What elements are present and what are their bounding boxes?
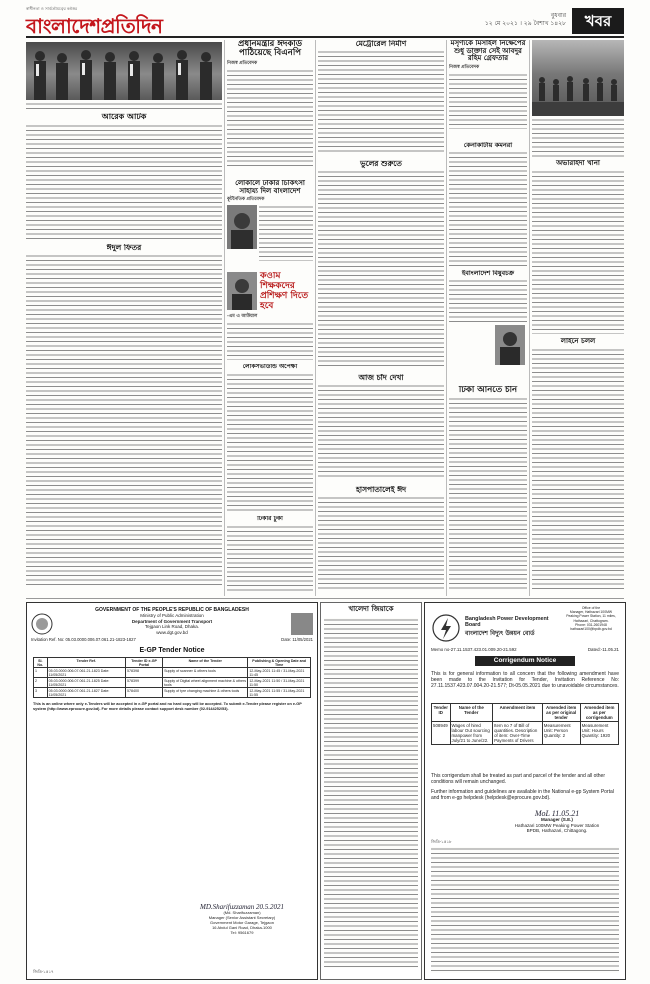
portrait-figure xyxy=(227,205,257,249)
article-headline: মসৃণ্যকে মিসাইল নিক্ষেপের শুধু ডাক্তার সেই আবদুর রহিম গ্রেফতার xyxy=(450,40,526,63)
article-body xyxy=(318,496,444,590)
signer-org: Government Motor Garage, Tejgaon xyxy=(210,920,274,925)
article-byline: নিজস্ব প্রতিবেদক xyxy=(227,60,258,66)
article-metrorail xyxy=(318,40,444,158)
table-row xyxy=(34,678,311,688)
table-cell: Measurement Unit: Person Quantity: 2 xyxy=(542,722,580,745)
corrigendum-table xyxy=(431,703,619,745)
photo-caption xyxy=(26,102,222,112)
table-cell: Supply of Digital wheel alignment machine & others tools xyxy=(164,678,246,687)
corrigendum-notice-ad xyxy=(424,602,626,980)
article-body xyxy=(449,151,527,267)
table-cell: 05.03.0000.006.07.061.21-1825 Date: 11/05/2021 xyxy=(47,678,125,688)
table-row xyxy=(432,722,619,745)
article-body xyxy=(227,69,313,169)
article-headline: ইবাংলাদেশ বিষুবচক্র xyxy=(461,270,515,277)
article-headline: লাইনে চলল xyxy=(560,338,596,345)
article-headline: কওমি শিক্ষকদের প্রশিক্ষণ দিতে হবে xyxy=(260,272,309,311)
article-byline: নিজস্ব প্রতিবেদক xyxy=(449,65,480,71)
newspaper-logo: বাংলাদেশপ্রতিদিন xyxy=(26,14,163,38)
article-unauthorized xyxy=(532,160,624,336)
memo-date: Dated:-11.05.21 xyxy=(587,647,619,652)
corrigendum-column-header: Amended item as per corrigendum xyxy=(580,704,618,722)
table-cell: Wages of hired labour Out sourcing manpower from July/21 to June/22. xyxy=(450,722,493,745)
portrait-photo xyxy=(291,613,313,635)
section-name: খবর xyxy=(584,12,612,30)
signer-name: (Md. Sharifuzzaman) xyxy=(223,910,261,915)
corrigendum-column-header: Name of the Tender xyxy=(450,704,493,722)
table-cell: 05.03.0000.006.07.061.21-1823 Date: 11/05/2021 xyxy=(47,668,125,678)
tender-table xyxy=(33,657,311,698)
manager-line: Manager, Hathazari 100MW xyxy=(569,610,613,615)
article-vaccine-china xyxy=(449,386,527,594)
article-headline: টিকার ঢুকা xyxy=(257,516,283,522)
signer-org: Hathazari 100MW Peaking Power Station xyxy=(514,822,600,828)
article-body xyxy=(259,205,313,261)
ad-footer: This is an online where only e-Tenders will be accepted in e-GP portal and no hard copy will be accepted. To submit e-Tender please register on e-GP system (http://www.eprocure.gov.bd). For more details please contact support desk number (02-9144252/53). xyxy=(33,702,302,712)
ad-ref: Invitation Ref. No: 05.03.0000.006.07.061.21-1823-1827 xyxy=(31,637,136,643)
ad-dept: Department of Government Transport xyxy=(131,618,213,624)
table-cell: 2 xyxy=(34,678,48,688)
ad-address: Tejgaon Link Road, Dhaka. xyxy=(144,624,200,630)
article-headline: মেট্রোরেল নির্মাণ xyxy=(355,40,407,48)
article-body xyxy=(431,847,619,973)
article-shopping xyxy=(449,142,527,268)
signer-tel: Tel: 9561679 xyxy=(230,930,254,935)
article-headline: খালেদা জিয়াকে xyxy=(348,605,394,613)
table-cell: 508949 xyxy=(432,722,451,745)
table-cell: 1 xyxy=(34,668,48,678)
article-body xyxy=(532,170,624,334)
article-headline: কেনাকাটায় কমনরা xyxy=(463,142,513,149)
tender-column-header: Tender ID e-GP Portal xyxy=(126,658,163,668)
tender-table-body xyxy=(34,668,311,698)
table-cell: 05.03.0000.006.07.061.21-1827 Date: 11/05/2021 xyxy=(47,688,125,698)
article-body xyxy=(318,384,444,480)
board-name-bn: বাংলাদেশ বিদ্যুৎ উন্নয়ন বোর্ড xyxy=(465,630,535,637)
street-photo xyxy=(532,40,624,116)
article-line-running xyxy=(532,338,624,594)
article-headline: হাসপাতালেই ঈদ xyxy=(355,486,407,494)
article-vuler-shuru xyxy=(318,160,444,372)
column-divider xyxy=(529,40,530,596)
table-cell: 578399 xyxy=(126,678,163,688)
column-divider xyxy=(315,40,316,596)
article-body xyxy=(449,279,527,323)
notice-outro: This corrigendum shall be treated as part and parcel of the tender and all other conditions will remain unchanged. xyxy=(431,773,605,786)
notice-guidelines: Further information and guidelines are available in the National e-gp System Portal and from e-gp helpdesk (helpdesk@eprocure.gov.bd). xyxy=(431,789,614,802)
article-body xyxy=(318,170,444,368)
govt-emblem-icon xyxy=(31,613,53,635)
signer-place: BPDB, Hathazari, Chittagong. xyxy=(526,828,588,834)
ad-website: www.dgt.gov.bd xyxy=(156,629,188,635)
article-body xyxy=(449,397,527,589)
article-qawmi-teachers xyxy=(227,272,313,362)
issue-date xyxy=(456,12,566,28)
article-body xyxy=(227,373,313,513)
corrigendum-column-header: Amended item as per original tender xyxy=(542,704,580,722)
article-byline: -এম এ আউয়াল xyxy=(227,313,258,319)
gd-number: জিডি-১৫১৮ xyxy=(431,839,452,844)
notice-title: Corrigendum Notice xyxy=(475,656,575,666)
ad-title: E-GP Tender Notice xyxy=(139,647,205,655)
article-arek-atok xyxy=(26,113,222,243)
article-headline: আজ চাঁদ দেখা xyxy=(358,374,404,382)
portrait-photo xyxy=(227,205,257,249)
signer-title: Manager (Senior Assistant Secretary) xyxy=(208,915,276,920)
article-lockdown-wait xyxy=(227,364,313,514)
portrait-figure xyxy=(227,272,257,310)
masthead xyxy=(26,6,624,38)
article-headline: ভুলের শুরুতে xyxy=(360,160,402,168)
memo-number: Memo no-27.11.1537.423.01.009.20-21.592 xyxy=(431,647,517,652)
issue-date-line: ১২ মে ২০২১ । ২৯ বৈশাখ ১৪২৮ xyxy=(484,20,566,27)
article-body xyxy=(449,73,527,129)
article-body xyxy=(532,348,624,592)
signature: MoL 11.05.21 xyxy=(534,809,580,818)
corrigendum-column-header: Amendment item xyxy=(493,704,543,722)
article-byline: কূটনৈতিক প্রতিবেদক xyxy=(227,197,265,203)
top-left-photo xyxy=(26,42,222,100)
gd-number: জিডি-১৫১৭ xyxy=(33,969,54,974)
ad-ministry: Ministry of Public Administration xyxy=(140,613,204,618)
article-vaccine xyxy=(227,516,313,594)
table-cell: 3 xyxy=(34,688,48,698)
tagline: স্বাধীনতা ও সার্বভৌমত্বের কণ্ঠস্বর xyxy=(26,6,78,11)
portrait-figure xyxy=(495,325,525,365)
article-headline: অভারাইদা খানা xyxy=(556,160,600,167)
article-moon-sighting xyxy=(318,374,444,484)
column-divider xyxy=(446,40,447,596)
article-bangladesh xyxy=(449,270,527,382)
group-photo-figures xyxy=(26,42,222,100)
location-line: Hathazari, Chattogram. xyxy=(573,618,609,623)
notice-intro: This is for general information to all concern that the following amendment have been made to the Invitation for Tender, Invitation Reference No: 27.11.1537.423.07.004.20-21.577; Dt-05.05.2021 due to unavoidable circumstances. xyxy=(431,671,619,690)
issue-weekday: বুধবার xyxy=(550,12,566,19)
corrigendum-column-header: Tender ID xyxy=(432,704,451,722)
portrait-photo xyxy=(227,272,257,310)
portrait-photo xyxy=(495,325,525,365)
khaleda-ad xyxy=(320,602,422,980)
table-cell: Measurement Unit: Hours Quantity: 1920 xyxy=(580,722,618,745)
board-name-en: Bangladesh Power Development Board xyxy=(465,616,549,628)
article-headline: প্রধানমন্ত্রীর ঈদকার্ড পাঠিয়েছে বিএনপি xyxy=(237,40,303,59)
bpdb-logo-icon xyxy=(431,613,461,643)
ad-date: Date: 11/05/2021 xyxy=(281,637,313,643)
article-missile-arrest xyxy=(449,40,527,140)
article-body xyxy=(318,50,444,154)
article-eid-ul-fitr xyxy=(26,244,222,590)
tender-column-header: Publishing & Opening Date and Time xyxy=(248,658,311,668)
tender-table-header xyxy=(34,658,311,668)
table-cell: 578398 xyxy=(126,668,163,678)
article-hospital-eid xyxy=(318,486,444,594)
table-cell: Supply of scanner & others tools xyxy=(163,668,248,678)
ads-top-rule xyxy=(26,598,624,599)
phone-line: Phone: 031-2601948 xyxy=(575,622,607,627)
table-row xyxy=(34,668,311,678)
tender-column-header: Tender Ref. xyxy=(47,658,125,668)
corrigendum-table-header xyxy=(432,704,619,722)
article-headline: ঈদুল ফিতর xyxy=(106,244,142,252)
article-headline: টিকা আনতে চীন xyxy=(458,386,518,395)
tender-column-header: Sl. No. xyxy=(34,658,48,668)
station-line: Peaking Power Station, 11 miles, xyxy=(566,614,616,619)
table-cell: 12-May-2021 11:55 / 31-May-2021 11:55 xyxy=(248,688,311,698)
table-cell: Item no 7 of Bill of quantities. Description of item: Over-Time Payments of Drivers xyxy=(493,722,543,745)
crowd-figures xyxy=(532,40,624,116)
section-badge xyxy=(572,8,624,34)
article-body xyxy=(227,525,313,593)
table-cell: 12-May-2021 11:45 / 31-May-2021 11:45 xyxy=(248,668,311,678)
table-cell: Supply of tyre changing machine & others tools xyxy=(163,688,248,698)
email-line: hathazari100@bpdb.gov.bd xyxy=(570,627,612,632)
article-headline: লোকসভাউন্ডি অপেক্ষা xyxy=(242,364,298,370)
signature: MD.Sharifuzzaman 20.5.2021 xyxy=(199,903,284,911)
photo-caption xyxy=(532,118,624,158)
article-headline: আরেক আটক xyxy=(101,113,147,121)
article-pm-eid-card xyxy=(227,40,313,178)
article-medical-aid xyxy=(227,180,313,270)
article-body xyxy=(26,254,222,586)
ad-gov-line: GOVERNMENT OF THE PEOPLE'S REPUBLIC OF BANGLADESH xyxy=(95,607,249,613)
table-cell: 12-May-2021 11:50 / 31-May-2021 11:50 xyxy=(248,678,311,688)
tender-column-header: Name of the Tender xyxy=(163,658,248,668)
column-divider xyxy=(224,40,225,596)
article-body xyxy=(26,124,222,242)
signer-name: Manager (S.E.) xyxy=(541,816,573,822)
table-row xyxy=(34,688,311,698)
article-headline: লোকালে ঢাকার চিকিৎসা সাহায্য দিল বাংলাদেশ xyxy=(235,180,305,195)
office-line: Office of the xyxy=(581,606,601,610)
article-body xyxy=(227,322,313,360)
tender-notice-ad xyxy=(26,602,318,980)
table-cell: 578400 xyxy=(126,688,163,698)
signer-address: 16 Abdul Gani Road, Dhaka-1000 xyxy=(212,925,272,930)
article-body xyxy=(324,618,418,968)
